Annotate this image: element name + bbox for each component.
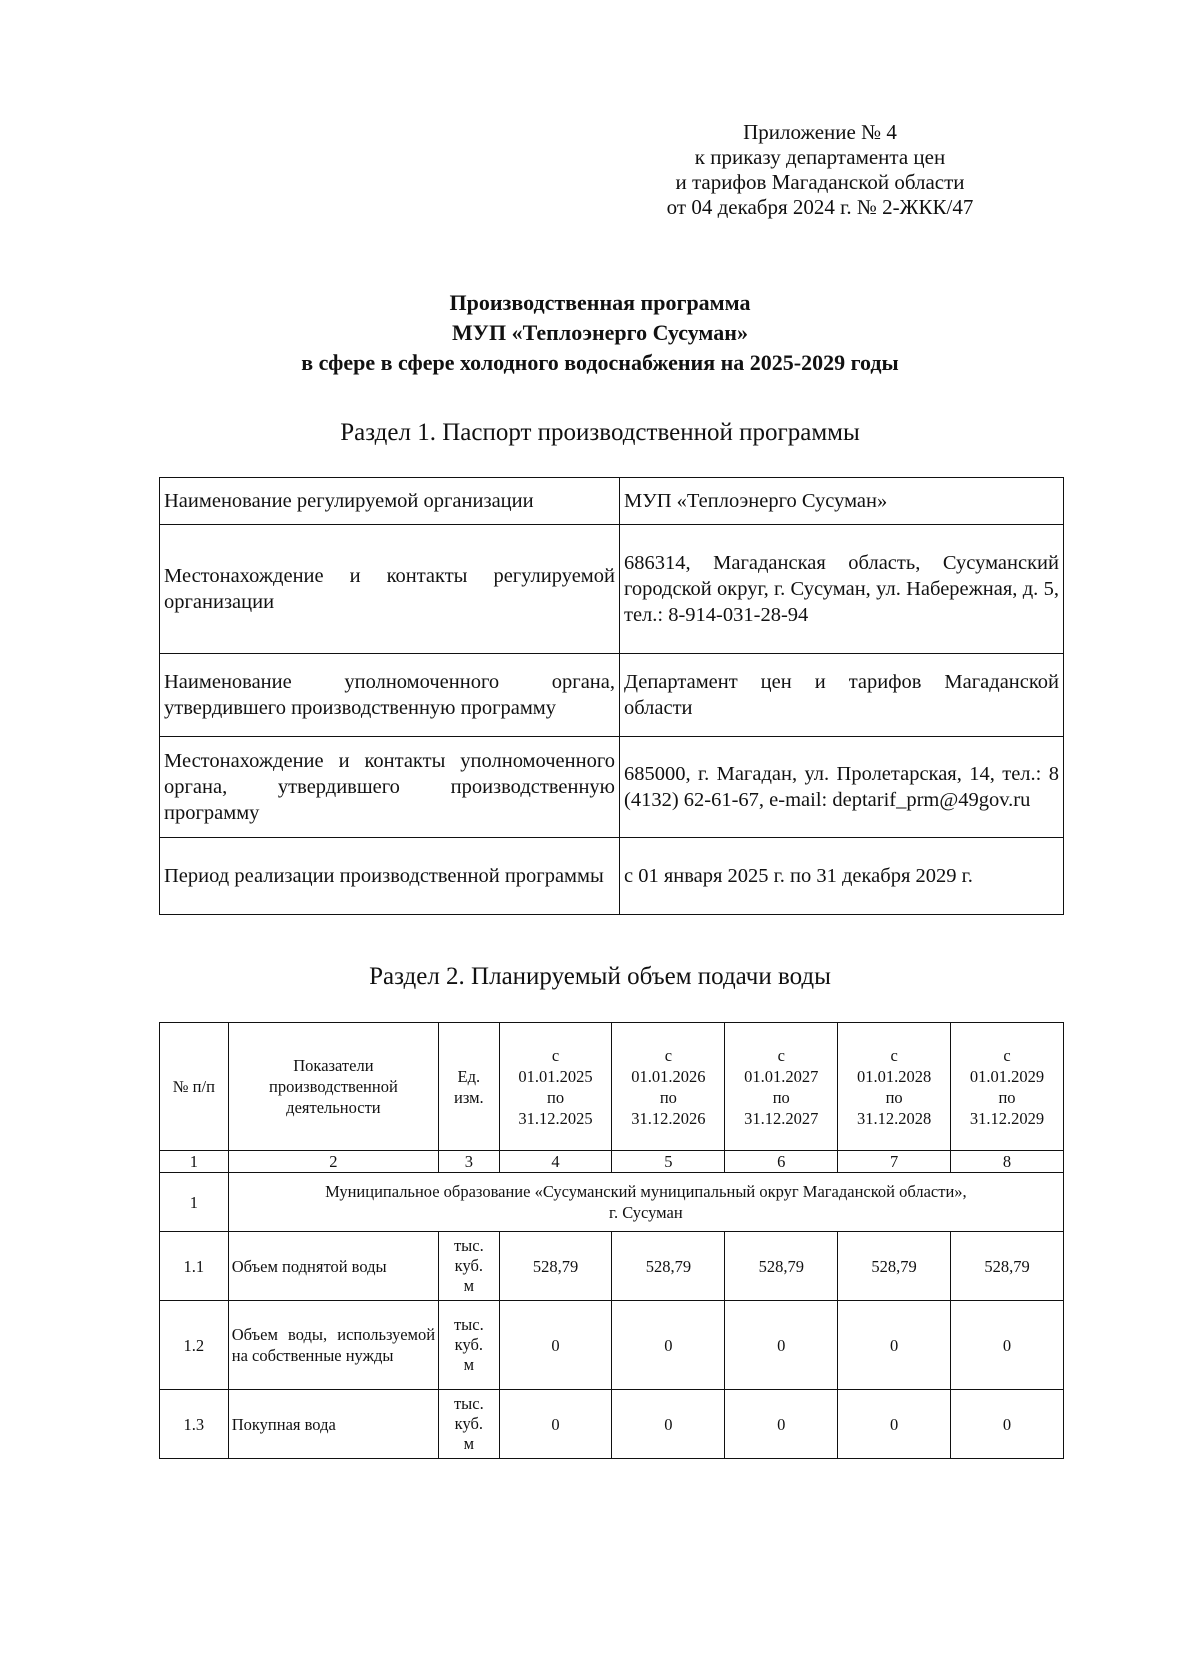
column-number: 8	[951, 1151, 1064, 1173]
table-row	[160, 1301, 1064, 1390]
passport-label: Местонахождение и контакты регулируемой организации	[160, 525, 620, 654]
header-period-2029: с 01.01.2029 по 31.12.2029	[951, 1023, 1064, 1151]
row-num: 1.3	[160, 1390, 229, 1459]
row-value: 528,79	[725, 1232, 838, 1301]
row-value: 0	[951, 1390, 1064, 1459]
row-value: 0	[612, 1301, 725, 1390]
column-number: 5	[612, 1151, 725, 1173]
passport-value: с 01 января 2025 г. по 31 декабря 2029 г.	[620, 838, 1064, 915]
header-period-2028: с 01.01.2028 по 31.12.2028	[838, 1023, 951, 1151]
table-header-row	[160, 1023, 1064, 1151]
appendix-line-4: от 04 декабря 2024 г. № 2-ЖКК/47	[666, 195, 974, 219]
passport-label: Наименование регулируемой организации	[160, 478, 620, 525]
header-num: № п/п	[160, 1023, 229, 1151]
header-indicator: Показатели производственной деятельности	[228, 1023, 438, 1151]
header-period-2025: с 01.01.2025 по 31.12.2025	[499, 1023, 612, 1151]
title-line-1: Производственная программа	[449, 290, 751, 315]
passport-row	[160, 478, 1064, 525]
header-period-2027: с 01.01.2027 по 31.12.2027	[725, 1023, 838, 1151]
row-value: 0	[499, 1301, 612, 1390]
header-unit: Ед. изм.	[439, 1023, 500, 1151]
row-num: 1.1	[160, 1232, 229, 1301]
passport-row	[160, 838, 1064, 915]
passport-row	[160, 737, 1064, 838]
row-value: 0	[838, 1301, 951, 1390]
passport-label: Период реализации производственной программы	[160, 838, 620, 915]
passport-value: Департамент цен и тарифов Магаданской области	[620, 654, 1064, 737]
row-unit: тыс. куб. м	[439, 1232, 500, 1301]
appendix-line-1: Приложение № 4	[743, 120, 897, 144]
column-number: 3	[439, 1151, 500, 1173]
column-number: 1	[160, 1151, 229, 1173]
title-line-2: МУП «Теплоэнерго Сусуман»	[452, 320, 748, 345]
row-indicator: Объем поднятой воды	[228, 1232, 438, 1301]
column-number: 6	[725, 1151, 838, 1173]
row-value: 0	[499, 1390, 612, 1459]
document-title	[100, 288, 1100, 378]
column-number: 2	[228, 1151, 438, 1173]
passport-row	[160, 525, 1064, 654]
passport-value: 685000, г. Магадан, ул. Пролетарская, 14, тел.: 8 (4132) 62-61-67, e-mail: deptarif_prm@49gov.ru	[620, 737, 1064, 838]
title-line-3: в сфере в сфере холодного водоснабжения на 2025-2029 годы	[301, 350, 899, 375]
appendix-block	[600, 120, 1040, 220]
row-value: 0	[725, 1301, 838, 1390]
row-value: 0	[951, 1301, 1064, 1390]
table-row	[160, 1232, 1064, 1301]
row-value: 0	[725, 1390, 838, 1459]
passport-row	[160, 654, 1064, 737]
table-row	[160, 1390, 1064, 1459]
column-number-row	[160, 1151, 1064, 1173]
section-2-heading: Раздел 2. Планируемый объем подачи воды	[369, 963, 831, 990]
row-value: 528,79	[838, 1232, 951, 1301]
section-1-heading: Раздел 1. Паспорт производственной программы	[340, 419, 860, 446]
row-num: 1.2	[160, 1301, 229, 1390]
row-value: 528,79	[612, 1232, 725, 1301]
row-unit: тыс. куб. м	[439, 1390, 500, 1459]
municipality-row	[160, 1173, 1064, 1232]
row-value: 528,79	[499, 1232, 612, 1301]
passport-label: Наименование уполномоченного органа, утвердившего производственную программу	[160, 654, 620, 737]
row-indicator: Объем воды, используемой на собственные нужды	[228, 1301, 438, 1390]
row-unit: тыс. куб. м	[439, 1301, 500, 1390]
appendix-line-3: и тарифов Магаданской области	[675, 170, 965, 194]
municipality-num: 1	[160, 1173, 229, 1232]
column-number: 4	[499, 1151, 612, 1173]
column-number: 7	[838, 1151, 951, 1173]
passport-table	[159, 477, 1064, 915]
header-period-2026: с 01.01.2026 по 31.12.2026	[612, 1023, 725, 1151]
row-value: 0	[838, 1390, 951, 1459]
passport-label: Местонахождение и контакты уполномоченного органа, утвердившего производственную программу	[160, 737, 620, 838]
row-indicator: Покупная вода	[228, 1390, 438, 1459]
passport-value: 686314, Магаданская область, Сусуманский городской округ, г. Сусуман, ул. Набережная, д. 5, тел.: 8-914-031-28-94	[620, 525, 1064, 654]
row-value: 0	[612, 1390, 725, 1459]
appendix-line-2: к приказу департамента цен	[694, 145, 946, 169]
water-volume-table	[159, 1022, 1064, 1459]
passport-value: МУП «Теплоэнерго Сусуман»	[620, 478, 1064, 525]
municipality-name: Муниципальное образование «Сусуманский муниципальный округ Магаданской области», г. Сусуман	[228, 1173, 1063, 1232]
row-value: 528,79	[951, 1232, 1064, 1301]
